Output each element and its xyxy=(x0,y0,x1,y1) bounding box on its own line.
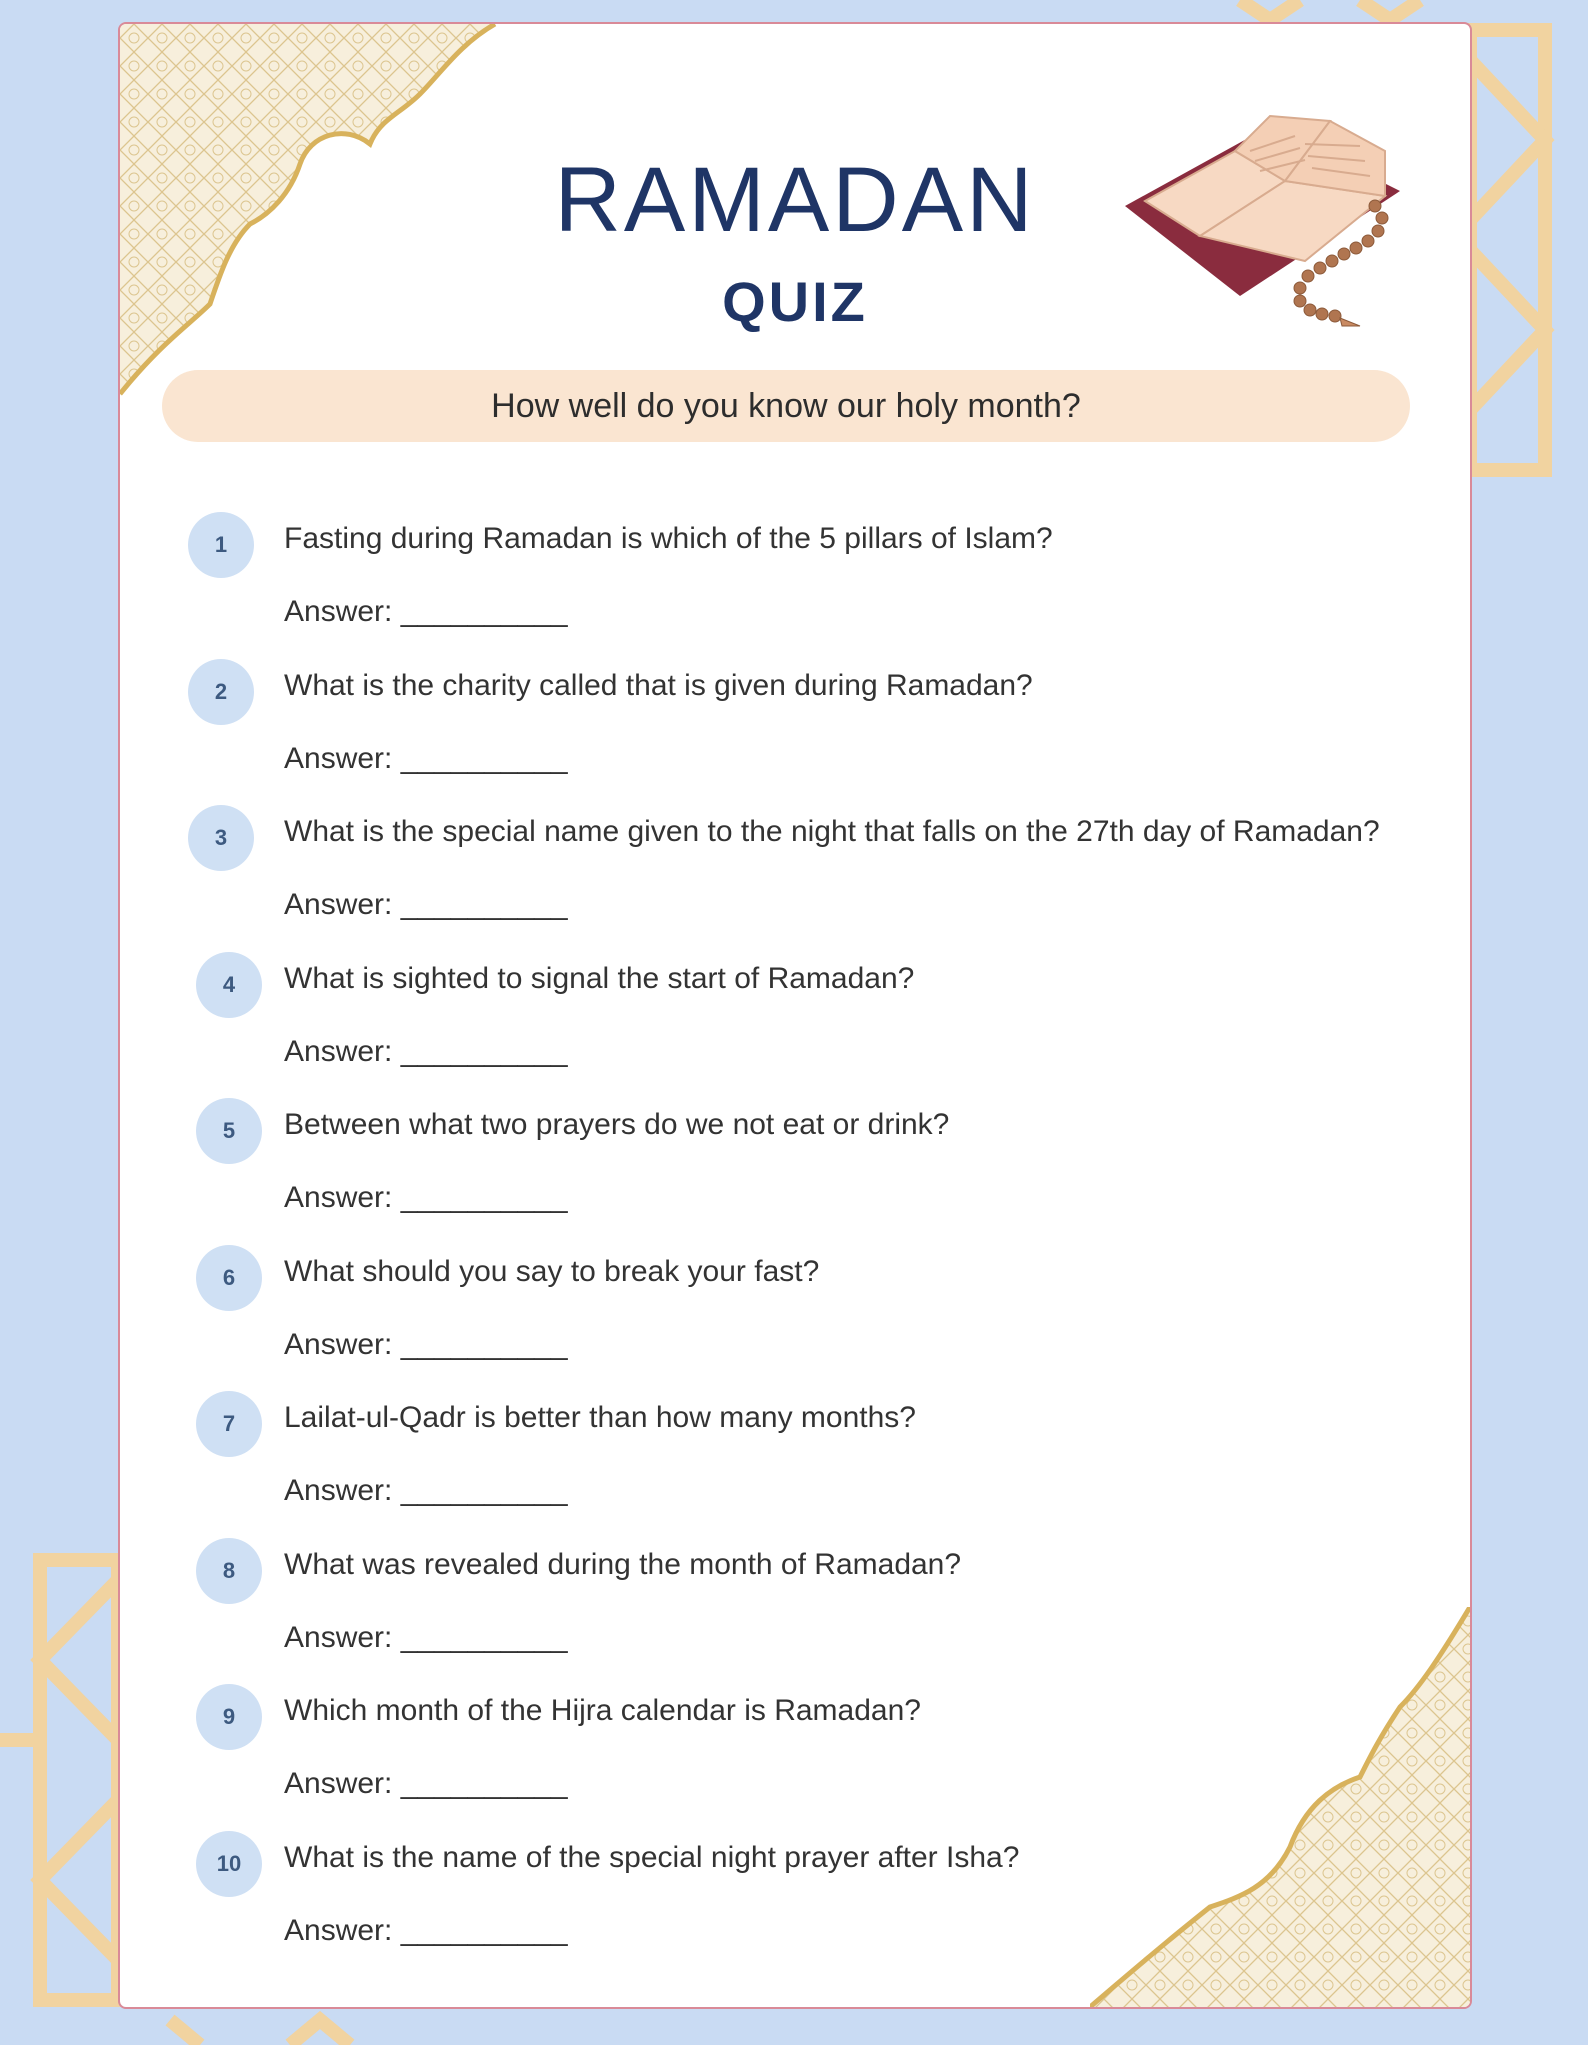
question-text: What is the special name given to the night that falls on the 27th day of Ramadan? xyxy=(284,815,1380,848)
question-text: What should you say to break your fast? xyxy=(284,1254,820,1288)
question-number-badge: 6 xyxy=(196,1245,262,1311)
answer-blank[interactable]: Answer: __________ xyxy=(284,1913,568,1947)
answer-blank[interactable]: Answer: __________ xyxy=(284,595,568,628)
question-text: Lailat-ul-Qadr is better than how many months? xyxy=(284,1401,916,1434)
question-number-badge: 3 xyxy=(188,805,254,871)
answer-blank[interactable]: Answer: __________ xyxy=(284,888,568,921)
question-number-badge: 5 xyxy=(196,1098,262,1164)
answer-blank[interactable]: Answer: __________ xyxy=(284,1181,568,1214)
question-number-badge: 4 xyxy=(196,952,262,1018)
question-text: Between what two prayers do we not eat or drink? xyxy=(284,1108,950,1141)
answer-blank[interactable]: Answer: __________ xyxy=(284,1620,568,1654)
question-text: Which month of the Hijra calendar is Ramadan? xyxy=(284,1694,921,1727)
question-number-badge: 7 xyxy=(196,1391,262,1457)
answer-blank[interactable]: Answer: __________ xyxy=(284,1327,568,1361)
question-number-badge: 10 xyxy=(196,1831,262,1897)
question-text: What is the charity called that is given during Ramadan? xyxy=(284,668,1033,702)
gold-lattice-corner-bottom-right xyxy=(1090,1607,1470,2007)
quiz-card xyxy=(118,22,1472,2009)
question-number-badge: 2 xyxy=(188,659,254,725)
page-title: RAMADAN xyxy=(554,149,1036,251)
question-text: What is sighted to signal the start of Ramadan? xyxy=(284,961,915,995)
question-text: What was revealed during the month of Ramadan? xyxy=(284,1547,962,1581)
question-text: Fasting during Ramadan is which of the 5 pillars of Islam? xyxy=(284,522,1053,555)
answer-blank[interactable]: Answer: __________ xyxy=(284,1034,568,1068)
tagline-text: How well do you know our holy month? xyxy=(491,386,1081,425)
answer-blank[interactable]: Answer: __________ xyxy=(284,1767,568,1800)
question-text: What is the name of the special night prayer after Isha? xyxy=(284,1840,1020,1874)
question-number-badge: 8 xyxy=(196,1538,262,1604)
tagline-banner xyxy=(162,370,1410,442)
answer-blank[interactable]: Answer: __________ xyxy=(284,741,568,775)
answer-blank[interactable]: Answer: __________ xyxy=(284,1474,568,1507)
page-subtitle: QUIZ xyxy=(722,270,868,333)
question-number-badge: 9 xyxy=(196,1684,262,1750)
question-number-badge: 1 xyxy=(188,512,254,578)
